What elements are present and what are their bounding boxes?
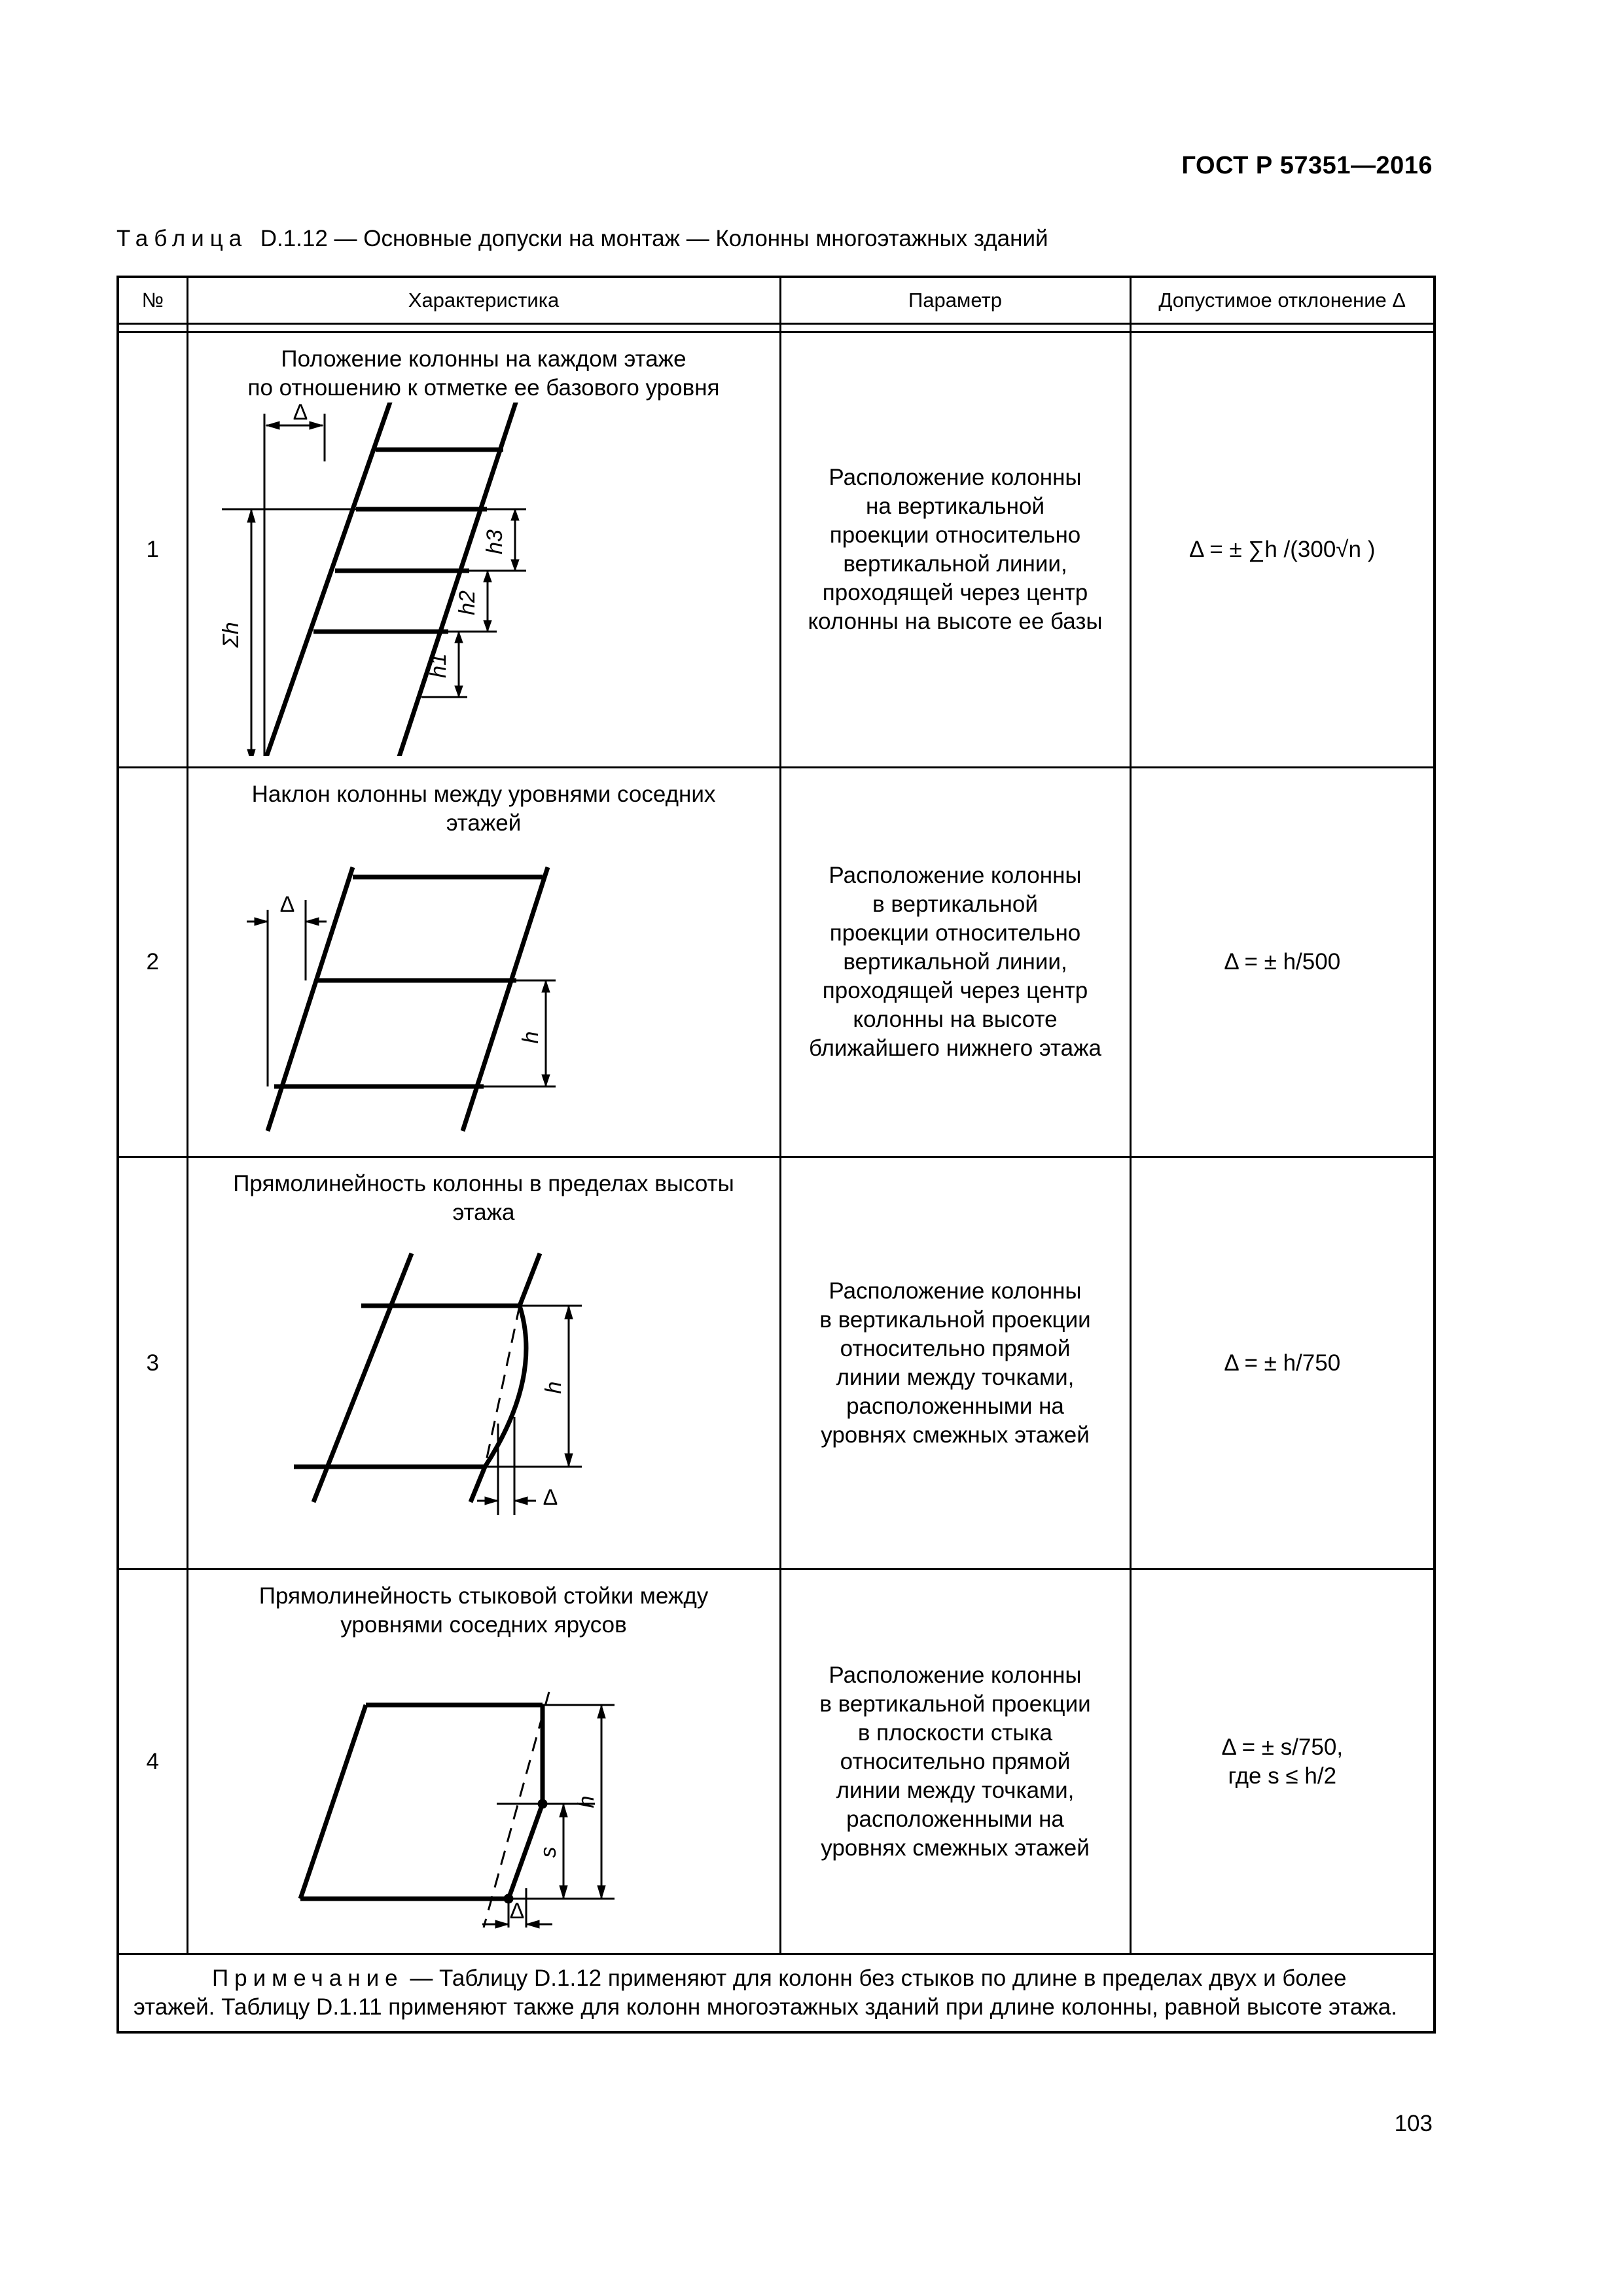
parameter-line: вертикальной линии, [843, 551, 1067, 577]
header-num: № [118, 277, 187, 324]
title-line: Наклон колонны между уровнями соседних [251, 781, 716, 807]
tolerance-line: Δ = ± s/750, [1221, 1734, 1344, 1760]
delta-label: Δ [293, 403, 308, 425]
parameter-line: Расположение колонны [829, 863, 1082, 888]
parameter-cell [780, 768, 1130, 1157]
delta-label: Δ [543, 1485, 558, 1510]
parameter-cell [780, 1570, 1130, 1954]
h1-label: h1 [426, 653, 451, 678]
table-row [118, 332, 1435, 768]
row-number: 4 [118, 1570, 187, 1954]
parameter-line: Расположение колонны [829, 465, 1082, 490]
tolerance-cell: Δ = ± h/500 [1130, 768, 1435, 1157]
table-row [118, 1157, 1435, 1570]
characteristic-title [188, 1570, 779, 1640]
parameter-line: относительно прямой [840, 1748, 1071, 1774]
parameter-line: на вертикальной [865, 493, 1044, 519]
splice-column-diagram [189, 1640, 778, 1947]
parameter-line: линии между точками, [836, 1364, 1075, 1390]
parameter-line: проходящей через центр [822, 580, 1088, 605]
tolerance-cell: Δ = ± h/750 [1130, 1157, 1435, 1570]
parameter-line: колонны на высоте ее базы [808, 609, 1103, 634]
characteristic-title [188, 768, 779, 838]
characteristic-cell [187, 768, 780, 1157]
header-tolerance: Допустимое отклонение Δ [1130, 277, 1435, 324]
parameter-line: линии между точками, [836, 1777, 1075, 1803]
parameter-line: вертикальной линии, [843, 949, 1067, 975]
title-line: этажа [452, 1200, 515, 1225]
table-caption [116, 226, 1048, 252]
tolerance-table [116, 276, 1436, 2034]
delta-label: Δ [279, 892, 295, 917]
parameter-line: колонны на высоте [853, 1007, 1058, 1032]
title-line: уровнями соседних ярусов [340, 1612, 627, 1638]
title-line: по отношению к отметке ее базового уровня [247, 375, 720, 401]
header-characteristic: Характеристика [187, 277, 780, 324]
characteristic-cell [187, 332, 780, 768]
sum-h-label: Σh [219, 622, 243, 648]
parameter-line: в вертикальной проекции [819, 1306, 1091, 1333]
column-inclination-diagram [189, 838, 778, 1145]
row-number: 1 [118, 332, 187, 768]
parameter-line: уровнях смежных этажей [821, 1835, 1090, 1861]
header-parameter: Параметр [780, 277, 1130, 324]
parameter-line: уровнях смежных этажей [821, 1422, 1090, 1448]
characteristic-cell [187, 1570, 780, 1954]
parameter-line: проходящей через центр [822, 978, 1088, 1003]
title-line: Положение колонны на каждом этаже [281, 346, 687, 372]
title-line: этажей [446, 810, 522, 836]
parameter-line: проекции относительно [829, 522, 1081, 548]
characteristic-title [188, 333, 779, 403]
s-label: s [536, 1846, 561, 1858]
tolerance-line: где s ≤ h/2 [1228, 1763, 1337, 1789]
characteristic-title [188, 1158, 779, 1227]
parameter-line: в плоскости стыка [857, 1719, 1053, 1746]
parameter-line: в вертикальной проекции [819, 1691, 1091, 1717]
tolerance-cell: Δ = ± ∑h /(300√n ) [1130, 332, 1435, 768]
title-line: Прямолинейность стыковой стойки между [259, 1583, 709, 1609]
note-row [118, 1954, 1435, 2033]
h2-label: h2 [455, 590, 480, 615]
column-position-diagram [189, 403, 778, 756]
h-label: h [518, 1031, 543, 1044]
header-gap [118, 324, 1435, 332]
document-standard-code: ГОСТ Р 57351—2016 [1181, 152, 1433, 179]
parameter-line: проекции относительно [829, 920, 1081, 946]
characteristic-cell [187, 1157, 780, 1570]
column-straightness-diagram [189, 1227, 778, 1561]
page-number: 103 [1394, 2111, 1433, 2136]
parameter-line: относительно прямой [840, 1335, 1071, 1361]
row-number: 3 [118, 1157, 187, 1570]
parameter-line: Расположение колонны [829, 1278, 1082, 1304]
h3-label: h3 [482, 529, 507, 554]
tolerance-cell [1130, 1570, 1435, 1954]
h-label: h [541, 1381, 566, 1394]
table-row [118, 1570, 1435, 1954]
table-caption-prefix: Таблица [116, 226, 248, 251]
parameter-cell [780, 332, 1130, 768]
note-prefix: Примечание [212, 1965, 404, 1991]
title-line: Прямолинейность колонны в пределах высоты [233, 1171, 734, 1196]
parameter-line: расположенными на [846, 1806, 1064, 1832]
table-caption-text: D.1.12 — Основные допуски на монтаж — Колонны многоэтажных зданий [260, 226, 1048, 251]
parameter-line: в вертикальной [872, 891, 1038, 917]
parameter-line: ближайшего нижнего этажа [809, 1035, 1101, 1061]
delta-label: Δ [509, 1899, 525, 1924]
row-number: 2 [118, 768, 187, 1157]
note-text: — Таблицу D.1.12 применяют для колонн без стыков по длине в пределах двух и более этажей. Таблицу D.1.11 применяют также для колонн многоэтажных зданий при длине колонны, равной высоте этажа. [134, 1965, 1397, 2020]
parameter-cell [780, 1157, 1130, 1570]
parameter-line: Расположение колонны [829, 1662, 1082, 1688]
table-row [118, 768, 1435, 1157]
table-header-row [118, 277, 1435, 324]
table-note [118, 1954, 1435, 2033]
parameter-line: расположенными на [846, 1393, 1064, 1419]
h-label: h [574, 1795, 599, 1808]
